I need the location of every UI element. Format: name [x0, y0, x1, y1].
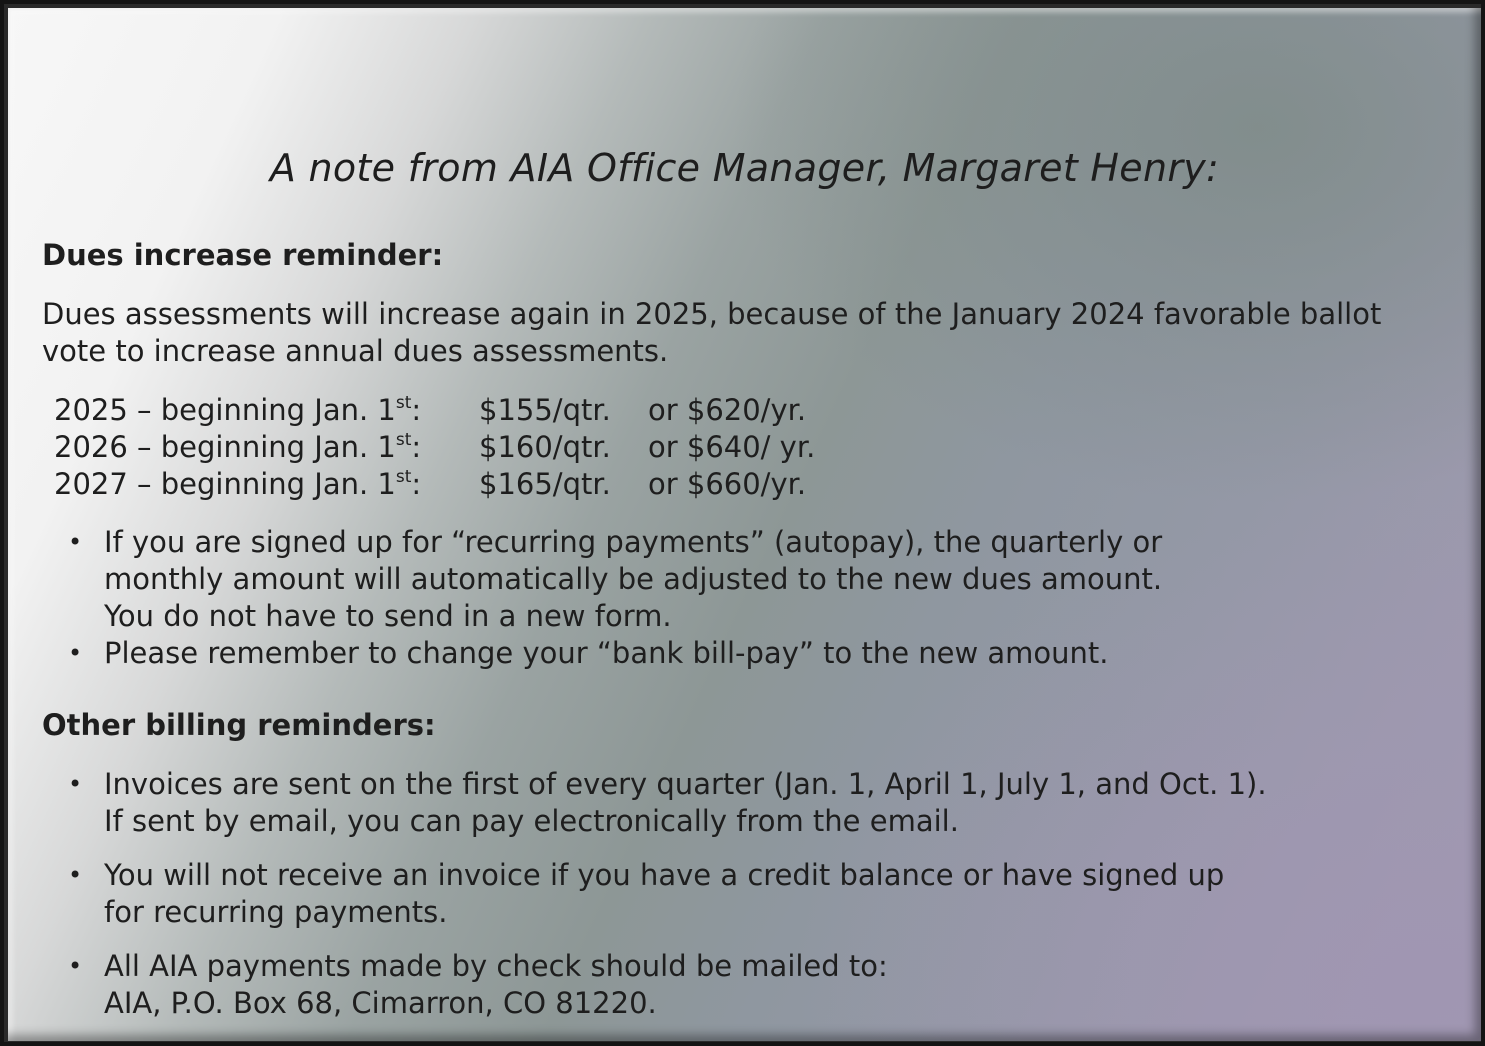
- dues-row-date: 2026 – beginning Jan. 1st:: [54, 430, 422, 464]
- dues-row-quarterly: $160/qtr.: [479, 430, 611, 464]
- dues-row-date: 2025 – beginning Jan. 1st:: [54, 393, 422, 427]
- dues-bullet-billpay: • Please remember to change your “bank bill-pay” to the new amount.: [104, 635, 1162, 672]
- dues-intro-line-2: vote to increase annual dues assessments.: [42, 334, 669, 368]
- billing-heading: Other billing reminders:: [42, 708, 436, 742]
- notice-title: A note from AIA Office Manager, Margaret Henry:: [269, 146, 1220, 190]
- dues-bullet-autopay: • If you are signed up for “recurring payments” (autopay), the quarterly or monthly amount will automatically be adjusted to the new dues amount. You do not have to send in a new form.: [104, 524, 1162, 635]
- dues-heading: Dues increase reminder:: [42, 238, 444, 272]
- dues-row-quarterly: $165/qtr.: [479, 467, 611, 501]
- dues-intro-line-1: Dues assessments will increase again in 2025, because of the January 2024 favorable ballot: [42, 297, 1382, 331]
- billing-bullet-mail: • All AIA payments made by check should be mailed to: AIA, P.O. Box 68, Cimarron, CO 81220.: [104, 948, 1267, 1022]
- dues-bullet-list: [104, 524, 1162, 672]
- dues-row-date: 2027 – beginning Jan. 1st:: [54, 467, 422, 501]
- billing-bullet-invoices: • Invoices are sent on the first of every quarter (Jan. 1, April 1, July 1, and Oct. 1). If sent by email, you can pay electronically from the email.: [104, 766, 1267, 840]
- dues-row-yearly: or $640/ yr.: [648, 430, 816, 464]
- dues-row-yearly: or $660/yr.: [648, 467, 807, 501]
- dues-row-quarterly: $155/qtr.: [479, 393, 611, 427]
- dues-row-yearly: or $620/yr.: [648, 393, 807, 427]
- dues-intro: [42, 296, 1472, 370]
- notice-panel: [8, 8, 1481, 1041]
- billing-bullet-list: [104, 766, 1267, 1022]
- billing-bullet-credit: • You will not receive an invoice if you have a credit balance or have signed up for recurring payments.: [104, 857, 1267, 931]
